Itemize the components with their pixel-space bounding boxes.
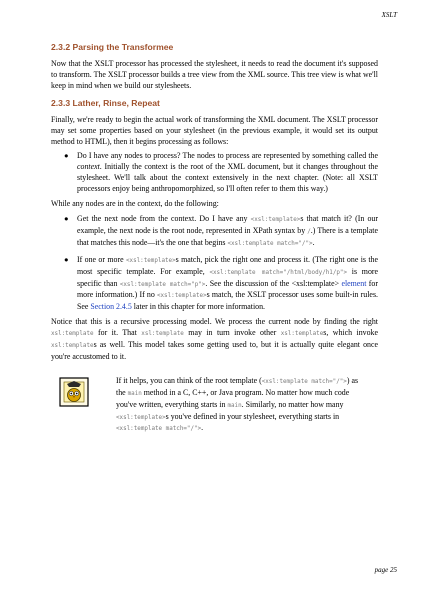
bullet-icon: ● — [64, 254, 69, 264]
tip-note-text: If it helps, you can think of the root template (<xsl:template match="/">) as the main method in a C, C++, or Java program. No matter how much code you've written, everything starts in main. Similarly, no matter how many <xsl:template>s you've defined in your stylesheet, everything starts in <xsl:template match="/">. — [116, 375, 359, 433]
element-link[interactable]: element — [341, 278, 367, 288]
list-item: ● Get the next node from the context. Do I have any <xsl:template>s that match it? (In our example, the next node is the root node, represented in XPath syntax by /.) There is a template that matches this node—it's the one that begins <xsl:template match="/">. — [64, 213, 379, 247]
section-heading-lather: 2.3.3 Lather, Rinse, Repeat — [51, 97, 160, 108]
lather-intro-paragraph: Finally, we're ready to begin the actual work of transforming the XML document. The XSLT processor may set some properties based on your stylesheet (in the previous example, it would set its output method to HTML), then it begins processing as follows: — [51, 114, 378, 146]
closing-paragraph: Notice that this is a recursive processing model. We process the current node by finding the right xsl:template for it. That xsl:template may in turn invoke other xsl:templates, which invoke xsl:templates as well. This model takes some getting used to, but it is actually quite elegant once you're accustomed to it. — [51, 317, 379, 361]
running-head: XSLT — [381, 11, 397, 19]
list-item: ● Do I have any nodes to process? The nodes to process are represented by something called the context. Initially the context is the root of the XML document, but it changes throughout the stylesheet. We'll talk about the context extensively in the next chapter. (Note: all XSLT processors enjoy being anthropomorphized, so I'll often refer to them this way.) — [64, 151, 378, 194]
list-item: ● If one or more <xsl:template>s match, pick the right one and process it. (The right one is the most specific template. For example, <xsl:template match="/html/body/h1/p"> is more specific than <xsl:template match="p">. See the discussion of the <xsl:template> element for more information.) If no <xsl:template>s match, the XSLT processor uses some built-in rules. See Section 2.4.5 later in this chapter for more information. — [64, 254, 379, 312]
bullet-icon: ● — [64, 213, 69, 223]
bullet-list-second — [51, 214, 378, 313]
while-line: While any nodes are in the context, do the following: — [51, 199, 219, 209]
page-number: page 25 — [374, 566, 397, 574]
section-heading-parsing: 2.3.2 Parsing the Transformee — [51, 42, 174, 52]
tip-note — [51, 376, 378, 436]
section-2-4-5-link[interactable]: Section 2.4.5 — [90, 302, 132, 312]
parsing-paragraph: Now that the XSLT processor has processed the stylesheet, it needs to read the document it's supposed to transform. The XSLT processor builds a tree view from the XML source. This tree view is what we'll keep in mind when we build our stylesheets. — [51, 59, 378, 90]
bullet-list-first — [51, 151, 378, 195]
owl-tip-icon — [59, 377, 89, 407]
page-content — [51, 42, 378, 435]
bullet-icon: ● — [64, 151, 69, 161]
